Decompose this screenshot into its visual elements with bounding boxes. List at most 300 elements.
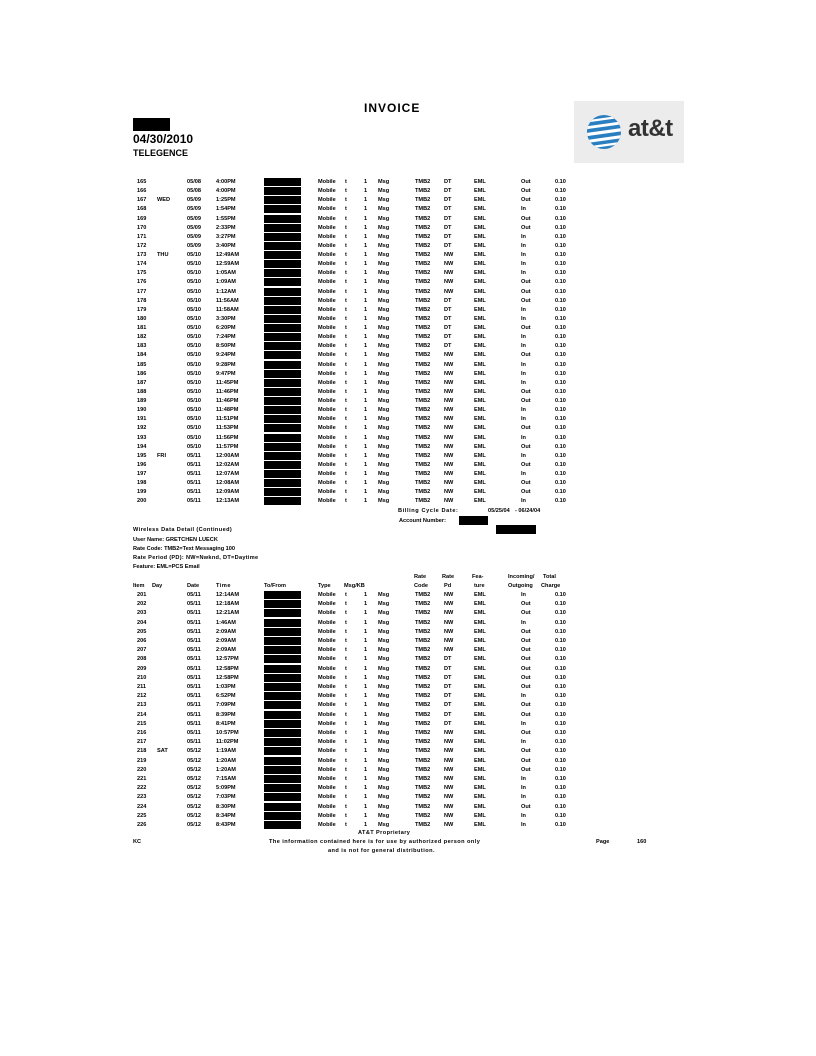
cell-unit: Msg xyxy=(378,416,390,423)
cell-quantity: 1 xyxy=(364,197,368,204)
cell-quantity: 1 xyxy=(364,489,368,496)
cell-direction: In xyxy=(521,379,526,386)
cell-charge: 0.10 xyxy=(555,730,566,736)
cell-day: WED xyxy=(157,197,171,204)
cell-type: Mobile xyxy=(318,702,336,709)
cell-quantity: 1 xyxy=(364,720,368,727)
cell-time: 2:33PM xyxy=(216,224,236,231)
cell-feature: EML xyxy=(474,452,486,459)
cell-item-number: 170 xyxy=(137,224,147,231)
cell-time: 12:59AM xyxy=(216,261,240,268)
cell-type: Mobile xyxy=(318,270,336,277)
cell-rate-period: DT xyxy=(444,334,452,341)
cell-direction: Out xyxy=(521,711,531,718)
cell-direction: Out xyxy=(521,656,531,663)
cell-quantity: 1 xyxy=(364,748,368,755)
cell-item-number: 193 xyxy=(137,434,147,441)
table-row xyxy=(0,424,816,432)
cell-rate-period: DT xyxy=(444,693,452,700)
table-row xyxy=(0,333,816,341)
cell-item-number: 207 xyxy=(137,647,147,654)
cell-quantity: 1 xyxy=(364,206,368,213)
cell-quantity: 1 xyxy=(364,416,368,423)
redacted-number xyxy=(264,324,301,332)
cell-charge: 0.10 xyxy=(555,407,566,414)
cell-rate-code: TMB2 xyxy=(415,343,431,350)
cell-rate-code: TMB2 xyxy=(415,279,431,286)
section-title: Wireless Data Detail (Continued) xyxy=(133,527,233,533)
col-total-top: Total xyxy=(543,574,556,580)
table-row xyxy=(0,757,816,765)
cell-type-suffix: t xyxy=(345,498,347,505)
cell-item-number: 226 xyxy=(137,822,147,828)
cell-time: 11:51PM xyxy=(216,416,239,423)
cell-time: 9:47PM xyxy=(216,370,236,377)
redacted-number xyxy=(264,784,301,792)
cell-quantity: 1 xyxy=(364,288,368,295)
redacted-number xyxy=(264,461,301,469)
cell-rate-code: TMB2 xyxy=(415,628,431,635)
cell-date: 05/11 xyxy=(187,489,201,496)
cell-type: Mobile xyxy=(318,379,336,386)
table-row xyxy=(0,821,816,829)
cell-quantity: 1 xyxy=(364,279,368,286)
cell-direction: Out xyxy=(521,480,531,487)
cell-rate-period: NW xyxy=(444,288,454,295)
cell-unit: Msg xyxy=(378,343,390,350)
cell-unit: Msg xyxy=(378,601,390,608)
cell-date: 05/11 xyxy=(187,452,201,459)
table-row xyxy=(0,306,816,314)
cell-direction: Out xyxy=(521,197,531,204)
cell-date: 05/10 xyxy=(187,297,201,304)
cell-unit: Msg xyxy=(378,638,390,644)
table-row xyxy=(0,619,816,627)
cell-type-suffix: t xyxy=(345,489,347,496)
cell-feature: EML xyxy=(474,188,486,195)
table-row xyxy=(0,747,816,755)
cell-direction: Out xyxy=(521,757,531,764)
invoice-date: 04/30/2010 xyxy=(133,132,194,146)
cell-quantity: 1 xyxy=(364,628,368,635)
cell-feature: EML xyxy=(474,684,486,690)
cell-charge: 0.10 xyxy=(555,233,566,240)
cell-rate-code: TMB2 xyxy=(415,711,431,718)
cell-rate-period: NW xyxy=(444,757,454,764)
cell-rate-period: NW xyxy=(444,647,454,654)
cell-quantity: 1 xyxy=(364,656,368,663)
cell-quantity: 1 xyxy=(364,425,368,432)
redacted-number xyxy=(264,370,301,378)
cell-date: 05/09 xyxy=(187,224,201,231)
cell-item-number: 186 xyxy=(137,370,147,377)
table-row xyxy=(0,793,816,801)
col-to-from: To/From xyxy=(264,583,286,589)
cell-rate-period: NW xyxy=(444,592,454,598)
cell-direction: Out xyxy=(521,803,531,810)
cell-rate-period: NW xyxy=(444,416,454,423)
cell-time: 7:09PM xyxy=(216,702,236,709)
cell-time: 1:05AM xyxy=(216,270,236,277)
cell-quantity: 1 xyxy=(364,461,368,468)
cell-type-suffix: t xyxy=(345,471,347,477)
cell-type-suffix: t xyxy=(345,379,347,386)
table-row xyxy=(0,720,816,728)
cell-type: Mobile xyxy=(318,352,336,359)
cell-unit: Msg xyxy=(378,619,390,626)
cell-unit: Msg xyxy=(378,398,390,404)
cell-type-suffix: t xyxy=(345,693,347,700)
cell-unit: Msg xyxy=(378,628,390,635)
cell-direction: Out xyxy=(521,610,531,617)
cell-unit: Msg xyxy=(378,674,390,681)
cell-quantity: 1 xyxy=(364,188,368,195)
cell-type-suffix: t xyxy=(345,822,347,828)
table-row xyxy=(0,397,816,405)
cell-time: 5:09PM xyxy=(216,785,236,792)
cell-item-number: 169 xyxy=(137,215,147,222)
cell-time: 1:20AM xyxy=(216,766,236,773)
table-row xyxy=(0,342,816,350)
cell-charge: 0.10 xyxy=(555,822,566,828)
cell-unit: Msg xyxy=(378,279,390,286)
cell-type-suffix: t xyxy=(345,601,347,608)
cell-direction: Out xyxy=(521,215,531,222)
cell-date: 05/10 xyxy=(187,379,201,386)
cell-rate-code: TMB2 xyxy=(415,674,431,681)
cell-feature: EML xyxy=(474,665,486,672)
cell-direction: In xyxy=(521,261,526,268)
cell-rate-period: DT xyxy=(444,215,452,222)
cell-unit: Msg xyxy=(378,812,390,819)
cell-date: 05/08 xyxy=(187,179,201,185)
cell-feature: EML xyxy=(474,379,486,386)
cell-type-suffix: t xyxy=(345,443,347,450)
rate-code-info: Rate Code: TMB2=Text Messaging 100 xyxy=(133,546,236,552)
cell-rate-code: TMB2 xyxy=(415,443,431,450)
redacted-number xyxy=(264,224,301,232)
cell-rate-period: NW xyxy=(444,748,454,755)
cell-type: Mobile xyxy=(318,739,336,746)
footer-disclaimer-line2: and is not for general distribution. xyxy=(328,848,435,854)
cell-time: 1:46AM xyxy=(216,619,236,626)
table-row xyxy=(0,729,816,737)
col-feature-top: Fea- xyxy=(472,574,484,580)
cell-time: 2:09AM xyxy=(216,638,236,644)
cell-rate-code: TMB2 xyxy=(415,297,431,304)
cell-quantity: 1 xyxy=(364,242,368,249)
cell-charge: 0.10 xyxy=(555,748,566,755)
cell-charge: 0.10 xyxy=(555,434,566,441)
col-total-bottom: Charge xyxy=(541,583,561,589)
table-row xyxy=(0,683,816,691)
col-date: Date xyxy=(187,583,200,589)
redacted-number xyxy=(264,205,301,213)
table-row xyxy=(0,434,816,442)
cell-time: 11:56PM xyxy=(216,434,239,441)
cell-rate-code: TMB2 xyxy=(415,684,431,690)
cell-time: 1:03PM xyxy=(216,684,236,690)
cell-date: 05/10 xyxy=(187,288,201,295)
cell-time: 11:56AM xyxy=(216,297,239,304)
cell-direction: In xyxy=(521,343,526,350)
table-row xyxy=(0,196,816,204)
cell-unit: Msg xyxy=(378,461,390,468)
cell-item-number: 172 xyxy=(137,242,147,249)
cell-item-number: 180 xyxy=(137,315,147,322)
cell-charge: 0.10 xyxy=(555,766,566,773)
col-rate-code: Code xyxy=(414,583,428,589)
cell-direction: In xyxy=(521,434,526,441)
cell-type: Mobile xyxy=(318,416,336,423)
cell-quantity: 1 xyxy=(364,610,368,617)
cell-rate-code: TMB2 xyxy=(415,766,431,773)
cell-type: Mobile xyxy=(318,748,336,755)
redacted-number xyxy=(264,470,301,478)
cell-type-suffix: t xyxy=(345,425,347,432)
cell-rate-period: NW xyxy=(444,434,454,441)
cell-date: 05/11 xyxy=(187,610,201,617)
cell-rate-period: DT xyxy=(444,224,452,231)
cell-feature: EML xyxy=(474,334,486,341)
cell-time: 8:30PM xyxy=(216,803,236,810)
cell-quantity: 1 xyxy=(364,261,368,268)
cell-unit: Msg xyxy=(378,370,390,377)
cell-time: 3:27PM xyxy=(216,233,236,240)
cell-charge: 0.10 xyxy=(555,461,566,468)
cell-time: 2:09AM xyxy=(216,628,236,635)
cell-item-number: 189 xyxy=(137,398,147,404)
cell-time: 11:57PM xyxy=(216,443,239,450)
cell-direction: Out xyxy=(521,398,531,404)
cell-unit: Msg xyxy=(378,693,390,700)
cell-unit: Msg xyxy=(378,822,390,828)
cell-charge: 0.10 xyxy=(555,398,566,404)
cell-item-number: 188 xyxy=(137,388,147,395)
cell-rate-code: TMB2 xyxy=(415,197,431,204)
cell-date: 05/11 xyxy=(187,647,201,654)
cell-direction: Out xyxy=(521,601,531,608)
cell-quantity: 1 xyxy=(364,297,368,304)
cell-charge: 0.10 xyxy=(555,443,566,450)
cell-time: 12:57PM xyxy=(216,656,239,663)
cell-type-suffix: t xyxy=(345,757,347,764)
cell-unit: Msg xyxy=(378,334,390,341)
cell-time: 12:58PM xyxy=(216,674,239,681)
cell-unit: Msg xyxy=(378,711,390,718)
redacted-number xyxy=(264,315,301,323)
cell-quantity: 1 xyxy=(364,785,368,792)
cell-item-number: 197 xyxy=(137,471,147,477)
cell-feature: EML xyxy=(474,720,486,727)
cell-type-suffix: t xyxy=(345,592,347,598)
cell-time: 8:43PM xyxy=(216,822,236,828)
cell-unit: Msg xyxy=(378,197,390,204)
cell-feature: EML xyxy=(474,343,486,350)
cell-rate-code: TMB2 xyxy=(415,388,431,395)
cell-direction: Out xyxy=(521,489,531,496)
cell-time: 12:14AM xyxy=(216,592,240,598)
cell-rate-period: NW xyxy=(444,803,454,810)
cell-unit: Msg xyxy=(378,325,390,331)
cell-type: Mobile xyxy=(318,242,336,249)
table-row xyxy=(0,628,816,636)
cell-type: Mobile xyxy=(318,370,336,377)
cell-date: 05/12 xyxy=(187,822,201,828)
cell-direction: In xyxy=(521,407,526,414)
table-row xyxy=(0,370,816,378)
redacted-number xyxy=(264,738,301,746)
cell-charge: 0.10 xyxy=(555,693,566,700)
cell-unit: Msg xyxy=(378,739,390,746)
cell-date: 05/10 xyxy=(187,315,201,322)
cell-quantity: 1 xyxy=(364,443,368,450)
table-row xyxy=(0,269,816,277)
cell-type-suffix: t xyxy=(345,739,347,746)
table-row xyxy=(0,655,816,663)
table-row xyxy=(0,351,816,359)
cell-unit: Msg xyxy=(378,592,390,598)
table-row xyxy=(0,812,816,820)
cell-date: 05/11 xyxy=(187,702,201,709)
redacted-number xyxy=(264,619,301,627)
cell-rate-period: DT xyxy=(444,720,452,727)
cell-unit: Msg xyxy=(378,388,390,395)
cell-feature: EML xyxy=(474,252,486,258)
cell-item-number: 206 xyxy=(137,638,147,644)
cell-date: 05/10 xyxy=(187,325,201,331)
cell-item-number: 201 xyxy=(137,592,147,598)
cell-feature: EML xyxy=(474,656,486,663)
cell-quantity: 1 xyxy=(364,398,368,404)
cell-type-suffix: t xyxy=(345,388,347,395)
cell-type: Mobile xyxy=(318,206,336,213)
cell-item-number: 165 xyxy=(137,179,147,185)
cell-feature: EML xyxy=(474,776,486,782)
cell-rate-period: DT xyxy=(444,656,452,663)
cell-rate-period: NW xyxy=(444,407,454,414)
cell-charge: 0.10 xyxy=(555,452,566,459)
cell-item-number: 220 xyxy=(137,766,147,773)
cell-rate-period: NW xyxy=(444,352,454,359)
cell-type-suffix: t xyxy=(345,480,347,487)
cell-rate-period: NW xyxy=(444,361,454,368)
cell-type-suffix: t xyxy=(345,270,347,277)
cell-date: 05/10 xyxy=(187,388,201,395)
cell-date: 05/11 xyxy=(187,619,201,626)
redacted-block-2 xyxy=(496,525,536,534)
footer-disclaimer-line1: The information contained here is for use by authorized person only xyxy=(269,839,481,845)
cell-time: 11:02PM xyxy=(216,739,239,746)
cell-charge: 0.10 xyxy=(555,306,566,313)
cell-type-suffix: t xyxy=(345,730,347,736)
cell-feature: EML xyxy=(474,461,486,468)
cell-type: Mobile xyxy=(318,288,336,295)
redacted-number xyxy=(264,333,301,341)
cell-type-suffix: t xyxy=(345,315,347,322)
cell-type-suffix: t xyxy=(345,684,347,690)
cell-time: 12:21AM xyxy=(216,610,240,617)
cell-quantity: 1 xyxy=(364,684,368,690)
cell-direction: In xyxy=(521,416,526,423)
cell-type: Mobile xyxy=(318,306,336,313)
cell-rate-code: TMB2 xyxy=(415,720,431,727)
cell-rate-period: DT xyxy=(444,343,452,350)
cell-direction: Out xyxy=(521,288,531,295)
redacted-number xyxy=(264,683,301,691)
cell-unit: Msg xyxy=(378,452,390,459)
cell-rate-code: TMB2 xyxy=(415,425,431,432)
cell-rate-code: TMB2 xyxy=(415,407,431,414)
cell-time: 11:46PM xyxy=(216,388,239,395)
cell-charge: 0.10 xyxy=(555,197,566,204)
table-row xyxy=(0,324,816,332)
cell-date: 05/10 xyxy=(187,398,201,404)
cell-rate-code: TMB2 xyxy=(415,794,431,801)
cell-unit: Msg xyxy=(378,443,390,450)
cell-type: Mobile xyxy=(318,656,336,663)
redacted-number xyxy=(264,351,301,359)
cell-charge: 0.10 xyxy=(555,592,566,598)
cell-direction: In xyxy=(521,471,526,477)
cell-type: Mobile xyxy=(318,757,336,764)
cell-type: Mobile xyxy=(318,233,336,240)
cell-unit: Msg xyxy=(378,379,390,386)
cell-rate-period: DT xyxy=(444,665,452,672)
cell-unit: Msg xyxy=(378,720,390,727)
cell-feature: EML xyxy=(474,416,486,423)
cell-date: 05/12 xyxy=(187,803,201,810)
cell-date: 05/12 xyxy=(187,776,201,782)
cell-rate-code: TMB2 xyxy=(415,812,431,819)
cell-direction: Out xyxy=(521,352,531,359)
table-row xyxy=(0,260,816,268)
cell-rate-period: NW xyxy=(444,730,454,736)
cell-rate-period: NW xyxy=(444,252,454,258)
cell-date: 05/08 xyxy=(187,188,201,195)
cell-unit: Msg xyxy=(378,306,390,313)
cell-item-number: 179 xyxy=(137,306,147,313)
cell-charge: 0.10 xyxy=(555,315,566,322)
cell-rate-period: NW xyxy=(444,766,454,773)
table-row xyxy=(0,775,816,783)
cell-rate-code: TMB2 xyxy=(415,398,431,404)
cell-type: Mobile xyxy=(318,334,336,341)
cell-item-number: 213 xyxy=(137,702,147,709)
cell-rate-code: TMB2 xyxy=(415,803,431,810)
cell-rate-code: TMB2 xyxy=(415,315,431,322)
cell-unit: Msg xyxy=(378,702,390,709)
cell-type-suffix: t xyxy=(345,647,347,654)
cell-charge: 0.10 xyxy=(555,288,566,295)
cell-feature: EML xyxy=(474,443,486,450)
cell-feature: EML xyxy=(474,197,486,204)
cell-unit: Msg xyxy=(378,684,390,690)
redacted-number xyxy=(264,812,301,820)
redacted-number xyxy=(264,215,301,223)
cell-type: Mobile xyxy=(318,197,336,204)
cell-rate-period: DT xyxy=(444,206,452,213)
cell-type: Mobile xyxy=(318,785,336,792)
cell-time: 12:08AM xyxy=(216,480,240,487)
cell-time: 11:45PM xyxy=(216,379,239,386)
cell-charge: 0.10 xyxy=(555,628,566,635)
redacted-number xyxy=(264,306,301,314)
cell-rate-code: TMB2 xyxy=(415,610,431,617)
cell-rate-code: TMB2 xyxy=(415,416,431,423)
cell-type-suffix: t xyxy=(345,794,347,801)
cell-feature: EML xyxy=(474,702,486,709)
